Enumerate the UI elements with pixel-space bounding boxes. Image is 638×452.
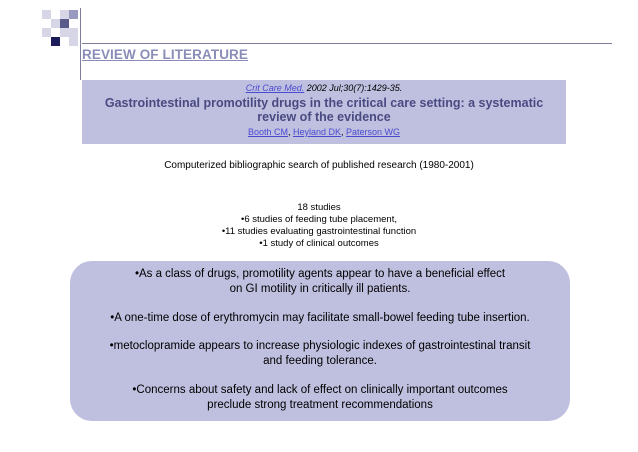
conclusion-line: and feeding tolerance. [263, 355, 377, 367]
conclusion-item [70, 267, 570, 297]
study-item: •11 studies evaluating gastrointestinal function [221, 226, 417, 237]
vertical-divider [80, 8, 81, 80]
study-item: •1 study of clinical outcomes [259, 238, 379, 249]
author-link[interactable]: Heyland DK [292, 127, 342, 137]
author-list: Booth CM, Heyland DK, Paterson WG [247, 127, 401, 137]
article-title: Gastrointestinal promotility drugs in the critical care setting: a systematic review of the evidence [104, 96, 544, 124]
checkerboard-logo [42, 10, 98, 46]
journal-link[interactable]: Crit Care Med. [245, 83, 305, 93]
conclusion-line: •As a class of drugs, promotility agents appear to have a beneficial effect [134, 268, 506, 280]
conclusion-line: •Concerns about safety and lack of effect on clinically important outcomes [132, 384, 508, 396]
citation-details: 2002 Jul;30(7):1429-35. [304, 83, 403, 93]
author-link[interactable]: Paterson WG [346, 127, 401, 137]
conclusion-line: •metoclopramide appears to increase physiologic indexes of gastrointestinal transit [109, 340, 531, 352]
horizontal-divider [82, 43, 612, 44]
studies-total: 18 studies [297, 202, 341, 213]
citation-box [82, 80, 566, 144]
conclusion-line: •A one-time dose of erythromycin may facilitate small-bowel feeding tube insertion. [110, 312, 530, 324]
conclusion-item [70, 311, 570, 326]
search-description: Computerized bibliographic search of published research (1980-2001) [164, 160, 474, 171]
citation-reference [82, 83, 566, 93]
study-item: •6 studies of feeding tube placement, [241, 214, 397, 225]
conclusion-line: preclude strong treatment recommendations [207, 399, 433, 411]
conclusions-box [70, 261, 570, 421]
conclusion-item [70, 383, 570, 413]
conclusion-line: on GI motility in critically ill patients. [229, 283, 411, 295]
studies-summary [0, 202, 638, 250]
author-link[interactable]: Booth CM [247, 127, 288, 137]
slide-title: REVIEW OF LITERATURE [82, 47, 248, 62]
conclusion-item [70, 339, 570, 369]
